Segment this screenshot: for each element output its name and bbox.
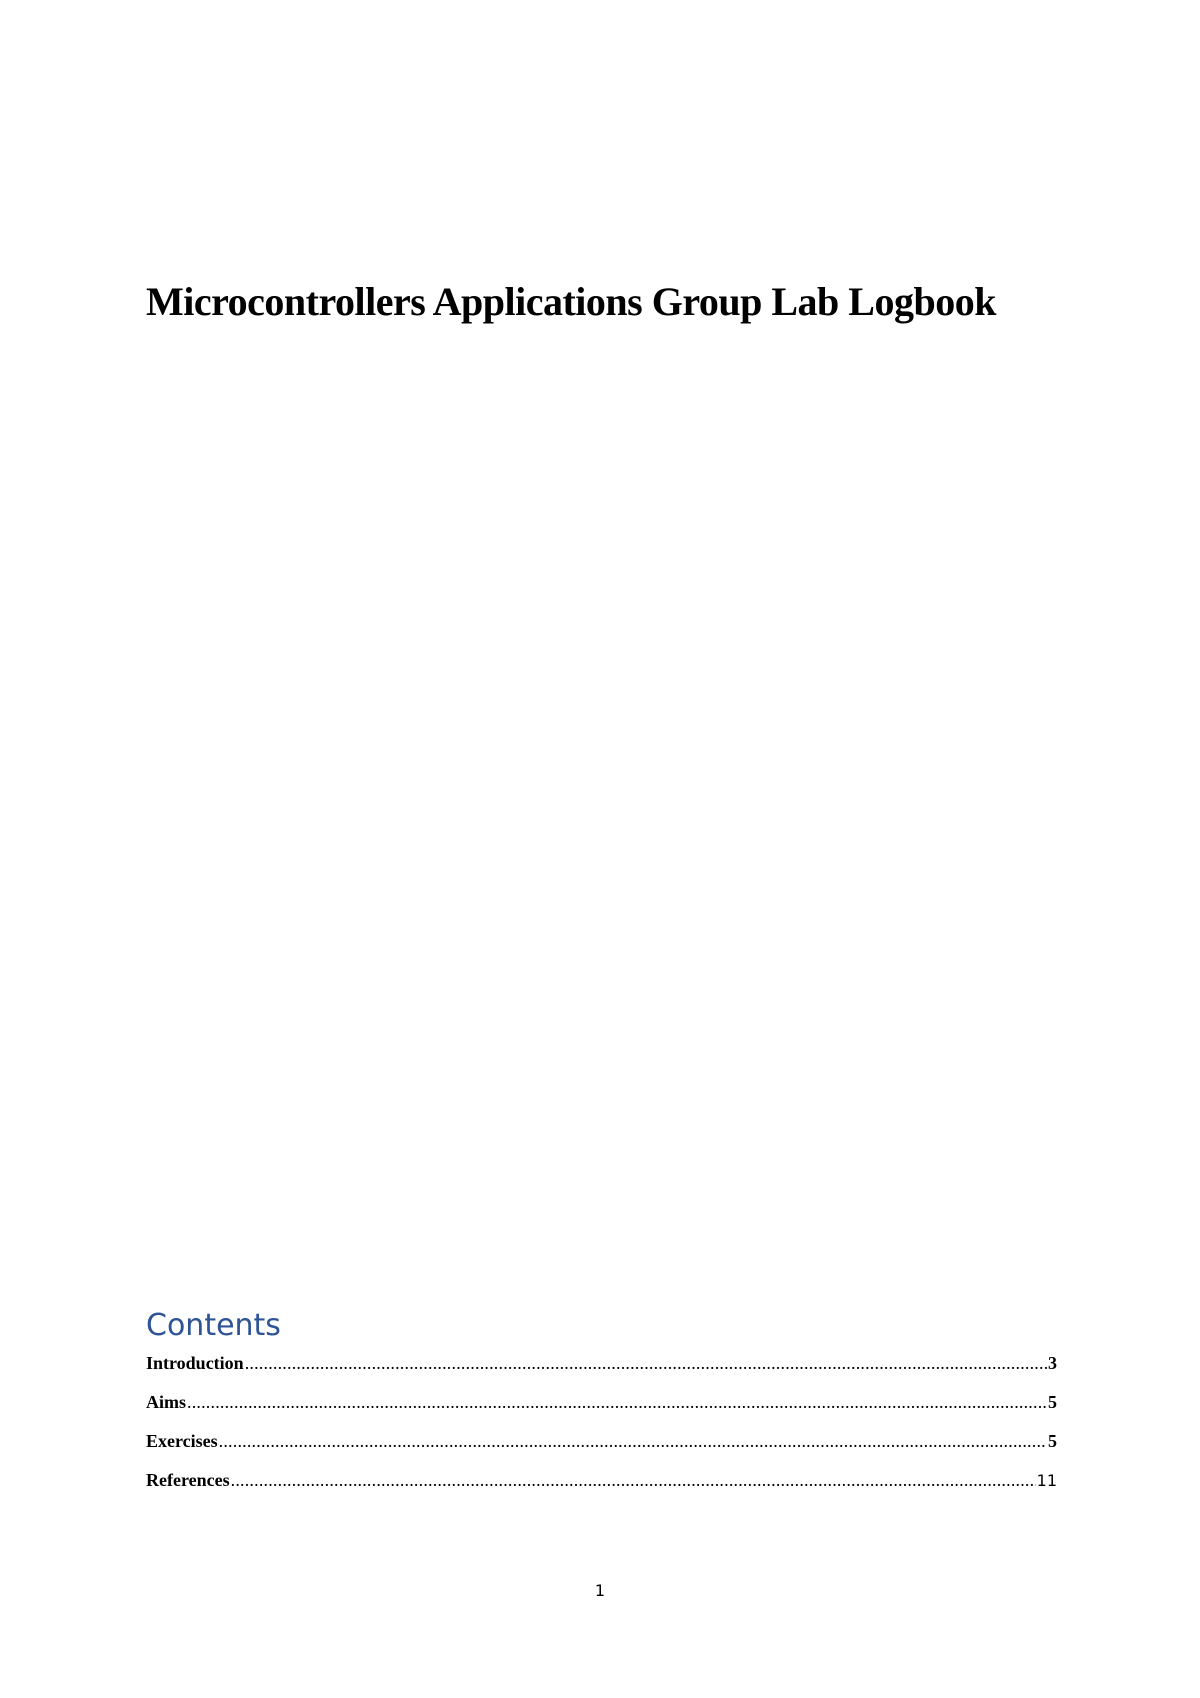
toc-entry-page: 3 bbox=[1048, 1353, 1057, 1373]
toc-entry-label: References bbox=[146, 1470, 230, 1490]
toc-entry-label: Introduction bbox=[146, 1353, 244, 1373]
toc-dot-leader bbox=[187, 1389, 1047, 1415]
toc-entry-aims[interactable] bbox=[146, 1389, 1057, 1428]
toc-entry-exercises[interactable] bbox=[146, 1428, 1057, 1467]
toc-entry-page: 5 bbox=[1048, 1431, 1057, 1451]
toc-list bbox=[146, 1350, 1057, 1506]
toc-heading: Contents bbox=[146, 1308, 281, 1343]
toc-dot-leader bbox=[219, 1428, 1047, 1454]
toc-entry-label: Aims bbox=[146, 1392, 186, 1412]
toc-dot-leader bbox=[245, 1350, 1047, 1376]
toc-entry-label: Exercises bbox=[146, 1431, 218, 1451]
toc-dot-leader bbox=[231, 1467, 1036, 1493]
toc-entry-page: 5 bbox=[1048, 1392, 1057, 1412]
toc-entry-introduction[interactable] bbox=[146, 1350, 1057, 1389]
document-title: Microcontrollers Applications Group Lab Logbook bbox=[146, 279, 996, 324]
toc-entry-page: 11 bbox=[1036, 1471, 1057, 1490]
table-of-contents bbox=[146, 1306, 1057, 1506]
toc-entry-references[interactable] bbox=[146, 1467, 1057, 1506]
page-number: 1 bbox=[594, 1581, 606, 1600]
